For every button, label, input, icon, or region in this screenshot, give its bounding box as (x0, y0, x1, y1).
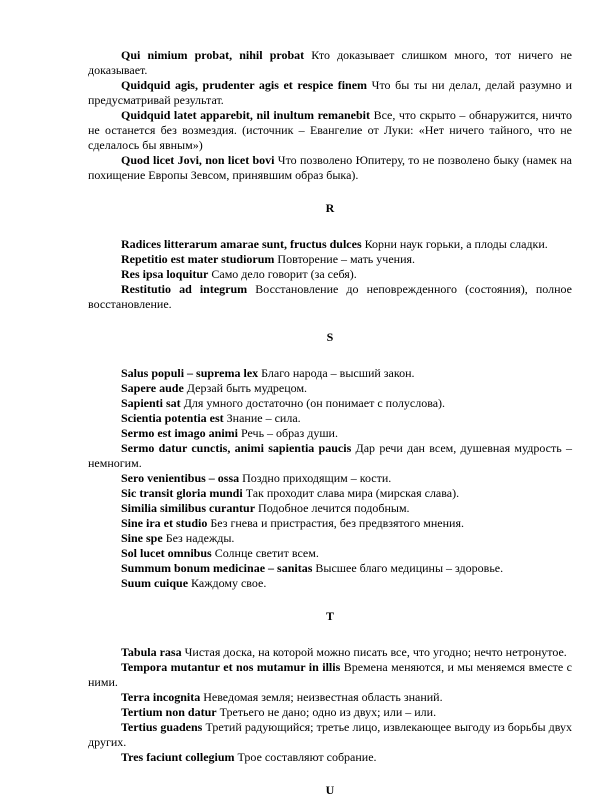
russian-translation: Кто доказывает слишком много, тот ничего не доказывает. (88, 48, 573, 77)
latin-phrase: Res ipsa loquitur (121, 267, 209, 281)
latin-phrase: Sermo est imago animi (121, 426, 238, 440)
section-letter-r: R (325, 201, 335, 215)
dictionary-entry (88, 546, 572, 561)
latin-phrase: Salus populi – suprema lex (121, 366, 259, 380)
russian-translation: Повторение – мать учения. (274, 252, 416, 266)
latin-phrase: Quod licet Jovi, non licet bovi (121, 153, 275, 167)
dictionary-entry (88, 153, 572, 183)
latin-phrase: Qui nimium probat, nihil probat (121, 48, 305, 62)
russian-translation: Речь – образ души. (237, 426, 338, 440)
russian-translation: Что бы ты ни делал, делай разумно и предусматривай результат. (88, 78, 573, 107)
latin-phrase: Summum bonum medicinae – sanitas (121, 561, 313, 575)
russian-translation: Времена меняются, и мы меняемся вместе с ними. (88, 660, 572, 689)
russian-translation: Каждому свое. (188, 576, 267, 590)
russian-translation: Без надежды. (162, 531, 235, 545)
russian-translation: Все, что скрыто – обнаружится, ничто не останется без возмездия. (источник – Евангелие от Луки: «Нет ничего тайного, что не сделалось бы явным») (88, 108, 572, 152)
latin-phrase: Sapienti sat (121, 396, 181, 410)
latin-phrase: Suum cuique (121, 576, 189, 590)
latin-phrase: Sapere aude (121, 381, 184, 395)
latin-phrase: Tertium non datur (121, 705, 217, 719)
section-letter-t: T (325, 609, 334, 623)
latin-phrase: Scientia potentia est (121, 411, 224, 425)
dictionary-entry (88, 252, 572, 267)
latin-phrase: Quidquid agis, prudenter agis et respice finem (121, 78, 368, 92)
latin-phrase: Quidquid latet apparebit, nil inultum remanebit (121, 108, 371, 122)
latin-phrase: Radices litterarum amarae sunt, fructus dulces (121, 237, 362, 251)
dictionary-entry (88, 267, 572, 282)
dictionary-entry (88, 108, 572, 153)
latin-phrase: Sic transit gloria mundi (121, 486, 243, 500)
latin-phrase: Sermo datur cunctis, animi sapientia paucis (121, 441, 352, 455)
latin-phrase: Sol lucet omnibus (121, 546, 212, 560)
russian-translation: Третий радующийся; третье лицо, извлекающее выгоду из борьбы двух других. (88, 720, 572, 749)
dictionary-entry (88, 531, 572, 546)
dictionary-page (88, 48, 572, 798)
latin-phrase: Similia similibus curantur (121, 501, 256, 515)
dictionary-entry (88, 78, 572, 108)
russian-translation: Так проходит слава мира (мирская слава). (242, 486, 460, 500)
latin-phrase: Restitutio ad integrum (121, 282, 248, 296)
russian-translation: Знание – сила. (223, 411, 301, 425)
latin-phrase: Tres faciunt collegium (121, 750, 235, 764)
dictionary-entry (88, 48, 572, 78)
dictionary-entry (88, 366, 572, 381)
dictionary-entry (88, 561, 572, 576)
latin-phrase: Repetitio est mater studiorum (121, 252, 275, 266)
russian-translation: Неведомая земля; неизвестная область знаний. (200, 690, 443, 704)
section-letter-u: U (325, 783, 335, 797)
russian-translation: Что позволено Юпитеру, то не позволено быку (намек на похищение Европы Зевсом, принявшим образ быка). (88, 153, 572, 182)
dictionary-entry (88, 282, 572, 312)
dictionary-entry (88, 396, 572, 411)
russian-translation: Подобное лечится подобным. (255, 501, 410, 515)
dictionary-entry (88, 411, 572, 426)
russian-translation: Чистая доска, на которой можно писать все, что угодно; нечто нетронутое. (181, 645, 567, 659)
latin-phrase: Sero venientibus – ossa (121, 471, 240, 485)
dictionary-entry (88, 705, 572, 720)
dictionary-entry (88, 426, 572, 441)
latin-phrase: Tertius guadens (121, 720, 203, 734)
russian-translation: Само дело говорит (за себя). (208, 267, 357, 281)
dictionary-entry (88, 720, 572, 750)
dictionary-entry (88, 576, 572, 591)
russian-translation: Без гнева и пристрастия, без предвзятого мнения. (207, 516, 464, 530)
latin-phrase: Sine ira et studio (121, 516, 208, 530)
russian-translation: Поздно приходящим – кости. (239, 471, 392, 485)
russian-translation: Дерзай быть мудрецом. (183, 381, 308, 395)
dictionary-entry (88, 690, 572, 705)
russian-translation: Корни наук горьки, а плоды сладки. (361, 237, 548, 251)
russian-translation: Трое составляют собрание. (234, 750, 377, 764)
russian-translation: Для умного достаточно (он понимает с полуслова). (180, 396, 446, 410)
dictionary-entry (88, 381, 572, 396)
latin-phrase: Tempora mutantur et nos mutamur in illis (121, 660, 341, 674)
russian-translation: Высшее благо медицины – здоровье. (312, 561, 504, 575)
dictionary-entry (88, 471, 572, 486)
russian-translation: Солнце светит всем. (211, 546, 319, 560)
dictionary-entry (88, 486, 572, 501)
russian-translation: Третьего не дано; одно из двух; или – или. (216, 705, 437, 719)
latin-phrase: Sine spe (121, 531, 163, 545)
russian-translation: Дар речи дан всем, душевная мудрость – немногим. (88, 441, 572, 470)
dictionary-entry (88, 516, 572, 531)
russian-translation: Восстановление до неповрежденного (состояния), полное восстановление. (88, 282, 572, 311)
dictionary-entry (88, 501, 572, 516)
section-letter-s: S (326, 330, 334, 344)
dictionary-entry (88, 237, 572, 252)
dictionary-entry (88, 441, 572, 471)
latin-phrase: Terra incognita (121, 690, 201, 704)
dictionary-entry (88, 645, 572, 660)
russian-translation: Благо народа – высший закон. (258, 366, 415, 380)
dictionary-entry (88, 660, 572, 690)
dictionary-entry (88, 750, 572, 765)
latin-phrase: Tabula rasa (121, 645, 182, 659)
